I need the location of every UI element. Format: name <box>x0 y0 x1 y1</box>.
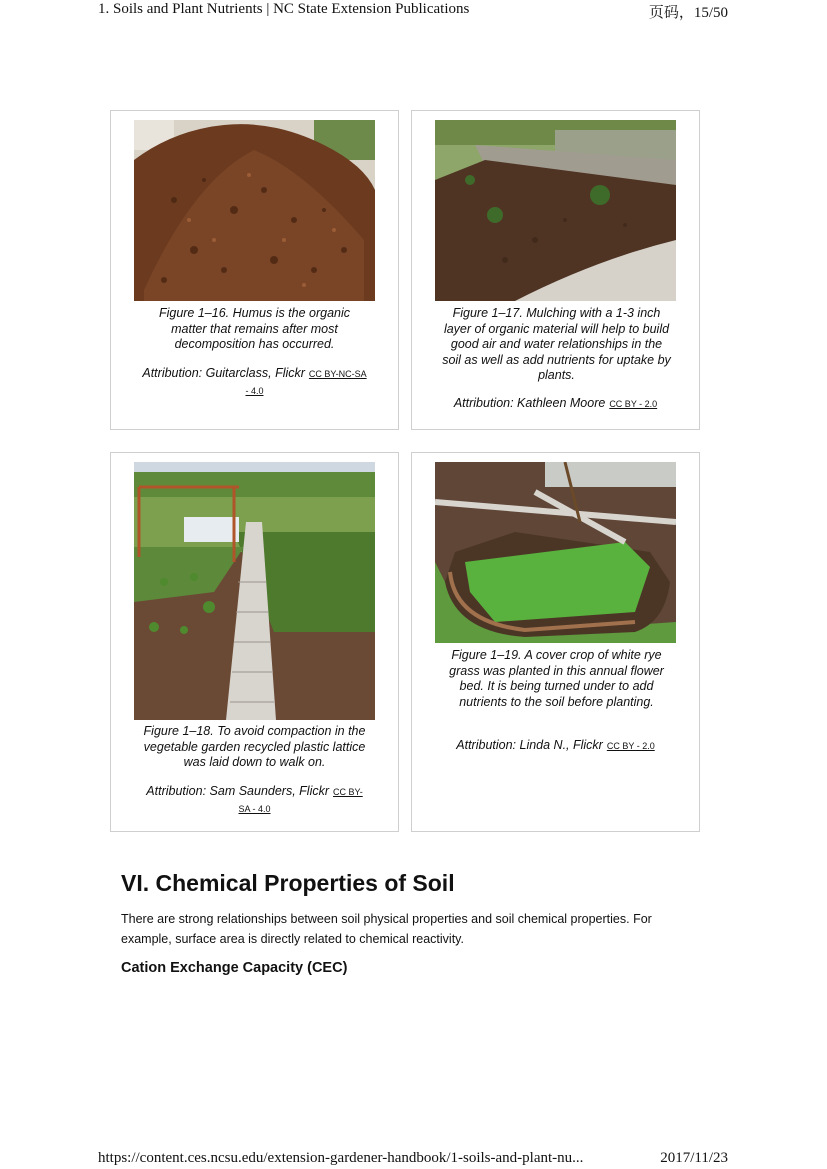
section-paragraph: There are strong relationships between soil physical properties and soil chemical properties. For example, surface area is directly related to chemical reactivity. <box>121 912 652 946</box>
attribution-text: Attribution: Kathleen Moore <box>453 396 606 410</box>
figure-card <box>411 110 700 430</box>
attribution-text: Attribution: Sam Saunders, Flickr <box>146 784 330 798</box>
vegetable-garden-photo <box>134 462 375 720</box>
license-link[interactable]: CC BY - 2.0 <box>606 741 655 751</box>
license-link[interactable]: CC BY - 2.0 <box>609 399 658 409</box>
figure-attribution <box>141 366 368 399</box>
mulch-bed-photo <box>435 120 676 301</box>
humus-photo <box>134 120 375 301</box>
figure-attribution <box>432 738 679 755</box>
figure-attribution <box>141 784 368 817</box>
attribution-text: Attribution: Linda N., Flickr <box>456 738 603 752</box>
figure-caption: Figure 1–19. A cover crop of white rye grass was planted in this annual flower bed. It is being turned under to add nutrients to the soil before planting. <box>449 648 664 709</box>
figure-caption: Figure 1–17. Mulching with a 1-3 inch layer of organic material will help to build good air and water relationships in the soil as well as add nutrients for uptake by plants. <box>442 306 671 382</box>
figure-caption: Figure 1–16. Humus is the organic matter that remains after most decomposition has occurred. <box>158 306 351 351</box>
figure-attribution <box>432 396 679 413</box>
figure-card <box>110 452 399 832</box>
section-heading: VI. Chemical Properties of Soil <box>121 870 455 896</box>
figure-card <box>110 110 399 430</box>
license-link[interactable]: CC BY-SA - 4.0 <box>238 787 363 814</box>
page-url: https://content.ces.ncsu.edu/extension-gardener-handbook/1-soils-and-plant-nu... <box>98 1150 584 1166</box>
license-link[interactable]: CC BY-NC-SA - 4.0 <box>245 369 367 396</box>
attribution-text: Attribution: Guitarclass, Flickr <box>142 366 305 380</box>
cover-crop-photo <box>435 462 676 643</box>
subsection-heading: Cation Exchange Capacity (CEC) <box>121 960 348 976</box>
page-header-title: 1. Soils and Plant Nutrients | NC State Extension Publications <box>98 1 470 17</box>
figure-caption: Figure 1–18. To avoid compaction in the vegetable garden recycled plastic lattice was laid down to walk on. <box>143 724 366 769</box>
page-number: 页码，15/50 <box>648 5 728 21</box>
figure-card <box>411 452 700 832</box>
page-date: 2017/11/23 <box>660 1150 728 1166</box>
